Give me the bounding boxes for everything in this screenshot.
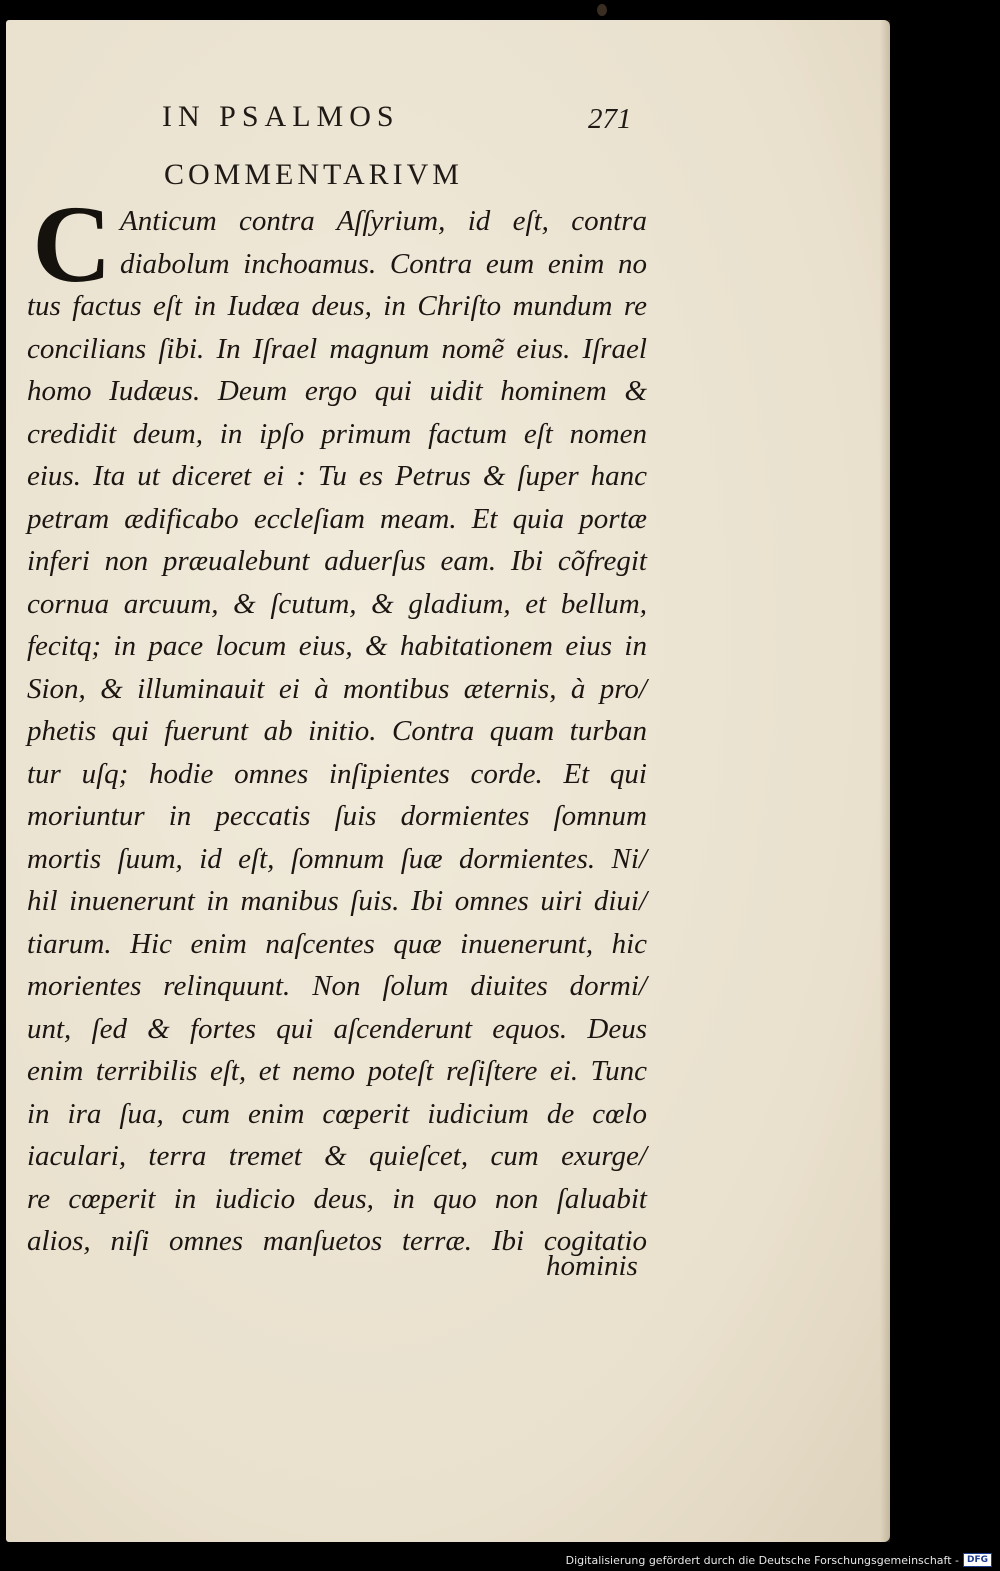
text-line: tur uſq; hodie omnes inſipientes corde. Et qui bbox=[27, 757, 647, 790]
folio-number: 271 bbox=[588, 103, 632, 135]
text-line: alios, niſi omnes manſuetos terræ. Ibi cogitatio bbox=[27, 1225, 647, 1257]
text-line: fecitq; in pace locum eius, & habitationem eius in bbox=[27, 630, 647, 662]
dfg-logo: DFG bbox=[963, 1553, 992, 1567]
page-edge-shadow bbox=[880, 20, 890, 1542]
text-line: diabolum inchoamus. Contra eum enim no bbox=[120, 247, 647, 280]
text-line: re cœperit in iudicio deus, in quo non ſaluabit bbox=[27, 1182, 647, 1215]
text-line: unt, ſed & fortes qui aſcenderunt equos. Deus bbox=[27, 1012, 647, 1045]
text-line: mortis ſuum, id eſt, ſomnum ſuæ dormientes. Ni/ bbox=[27, 842, 647, 875]
body-text bbox=[27, 183, 647, 1263]
text-line: credidit deum, in ipſo primum factum eſt nomen bbox=[27, 417, 647, 450]
text-line: hil inuenerunt in manibus ſuis. Ibi omnes uiri diui/ bbox=[27, 885, 647, 917]
text-line: in ira ſua, cum enim cœperit iudicium de cœlo bbox=[27, 1097, 647, 1130]
ink-spot bbox=[597, 4, 607, 16]
text-line: iaculari, terra tremet & quieſcet, cum exurge/ bbox=[27, 1140, 647, 1172]
drop-cap-initial: C bbox=[32, 183, 112, 305]
credit-text: Digitalisierung gefördert durch die Deutsche Forschungsgemeinschaft - bbox=[565, 1553, 959, 1567]
text-line: phetis qui fuerunt ab initio. Contra quam turban bbox=[27, 715, 647, 747]
text-line: eius. Ita ut diceret ei : Tu es Petrus & ſuper hanc bbox=[27, 460, 647, 492]
text-line: concilians ſibi. In Iſrael magnum nomẽ eius. Iſrael bbox=[27, 332, 647, 365]
catchword: hominis bbox=[546, 1250, 638, 1282]
text-line: enim terribilis eſt, et nemo poteſt reſiſtere ei. Tunc bbox=[27, 1055, 647, 1087]
text-line: homo Iudæus. Deum ergo qui uidit hominem & bbox=[27, 375, 647, 407]
text-line: cornua arcuum, & ſcutum, & gladium, et bellum, bbox=[27, 587, 647, 620]
running-head: IN PSALMOS bbox=[162, 100, 400, 133]
text-line: moriuntur in peccatis ſuis dormientes ſomnum bbox=[27, 800, 647, 832]
section-title: COMMENTARIVM bbox=[164, 158, 463, 191]
text-line: petram ædificabo eccleſiam meam. Et quia portæ bbox=[27, 502, 647, 535]
digitization-credit bbox=[566, 1553, 992, 1567]
text-line: morientes relinquunt. Non ſolum diuites dormi/ bbox=[27, 970, 647, 1002]
text-line: inferi non præualebunt aduerſus eam. Ibi cõfregit bbox=[27, 545, 647, 577]
text-line: tus factus eſt in Iudæa deus, in Chriſto mundum re bbox=[27, 290, 647, 322]
text-line: Anticum contra Aſſyrium, id eſt, contra bbox=[120, 205, 647, 237]
text-line: tiarum. Hic enim naſcentes quæ inuenerunt, hic bbox=[27, 927, 647, 960]
text-line: Sion, & illuminauit ei à montibus æternis, à pro/ bbox=[27, 672, 647, 705]
